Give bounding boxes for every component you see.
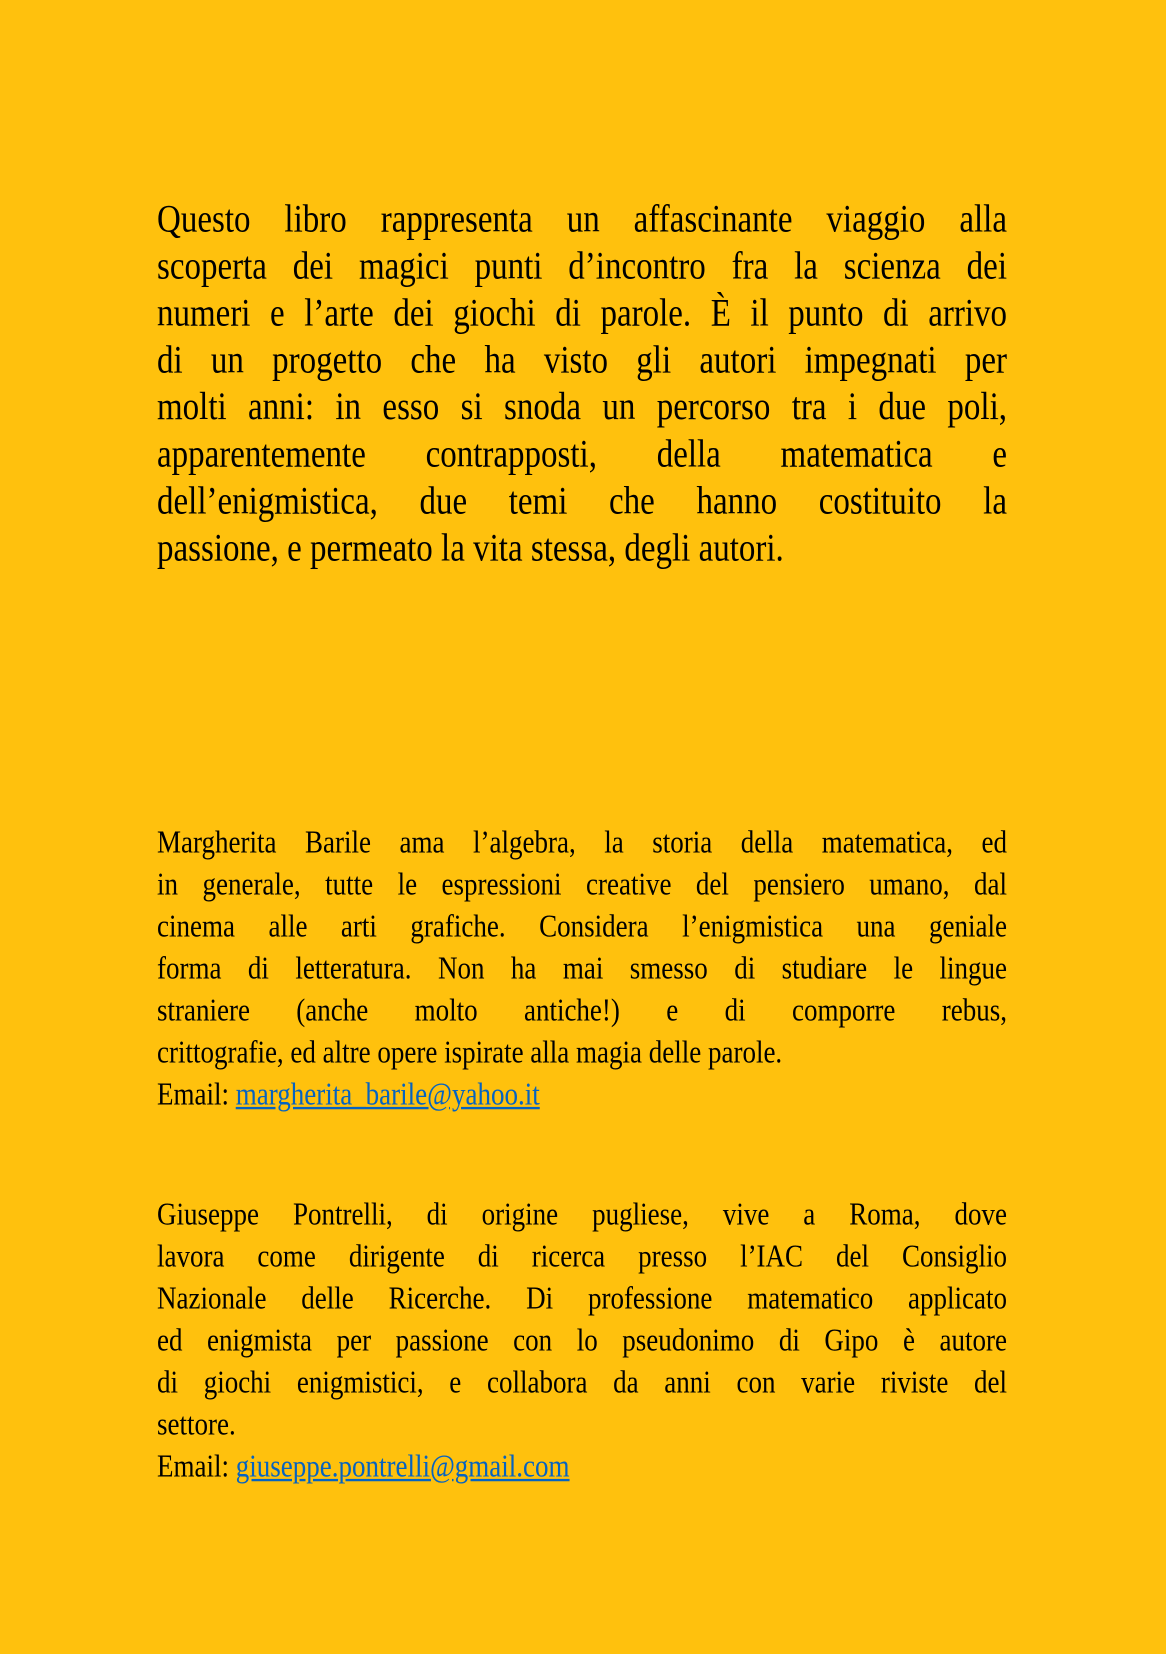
text-line: Nazionale delle Ricerche. Di professione matematico applicato: [157, 1280, 1007, 1316]
text-line: forma di letteratura. Non ha mai smesso di studiare le lingue: [157, 950, 1007, 986]
email-line-giuseppe: [157, 1445, 1007, 1487]
email-link-giuseppe[interactable]: giuseppe.pontrelli@gmail.com: [235, 1448, 570, 1484]
author-bio-giuseppe-lines: [157, 1193, 1007, 1445]
intro-paragraph: [157, 196, 1007, 572]
text-line: di giochi enigmistici, e collabora da anni con varie riviste del: [157, 1364, 1007, 1400]
text-line: dell’enigmistica, due temi che hanno costituito la: [157, 480, 1007, 523]
email-label: Email:: [157, 1076, 229, 1112]
author-bio-margherita: [157, 821, 1007, 1115]
text-line: cinema alle arti grafiche. Considera l’enigmistica una geniale: [157, 908, 1007, 944]
text-line: Margherita Barile ama l’algebra, la storia della matematica, ed: [157, 824, 1007, 860]
text-line: Giuseppe Pontrelli, di origine pugliese, vive a Roma, dove: [157, 1196, 1007, 1232]
text-line: ed enigmista per passione con lo pseudonimo di Gipo è autore: [157, 1322, 1007, 1358]
text-line: settore.: [157, 1406, 236, 1442]
text-line: apparentemente contrapposti, della matematica e: [157, 433, 1007, 476]
author-bio-giuseppe: [157, 1193, 1007, 1487]
text-line: numeri e l’arte dei giochi di parole. È il punto di arrivo: [157, 292, 1007, 335]
email-label: Email:: [157, 1448, 229, 1484]
email-line-margherita: [157, 1073, 1007, 1115]
text-line: molti anni: in esso si snoda un percorso tra i due poli,: [157, 386, 1007, 429]
author-bio-margherita-lines: [157, 821, 1007, 1073]
text-line: lavora come dirigente di ricerca presso l’IAC del Consiglio: [157, 1238, 1007, 1274]
text-line: Questo libro rappresenta un affascinante viaggio alla: [157, 198, 1007, 241]
text-line: scoperta dei magici punti d’incontro fra la scienza dei: [157, 245, 1007, 288]
text-line: straniere (anche molto antiche!) e di comporre rebus,: [157, 992, 1007, 1028]
email-link-margherita[interactable]: margherita_barile@yahoo.it: [235, 1076, 540, 1112]
text-line: di un progetto che ha visto gli autori impegnati per: [157, 339, 1007, 382]
text-line: crittografie, ed altre opere ispirate alla magia delle parole.: [157, 1034, 783, 1070]
text-line: passione, e permeato la vita stessa, degli autori.: [157, 527, 784, 570]
text-line: in generale, tutte le espressioni creative del pensiero umano, dal: [157, 866, 1007, 902]
